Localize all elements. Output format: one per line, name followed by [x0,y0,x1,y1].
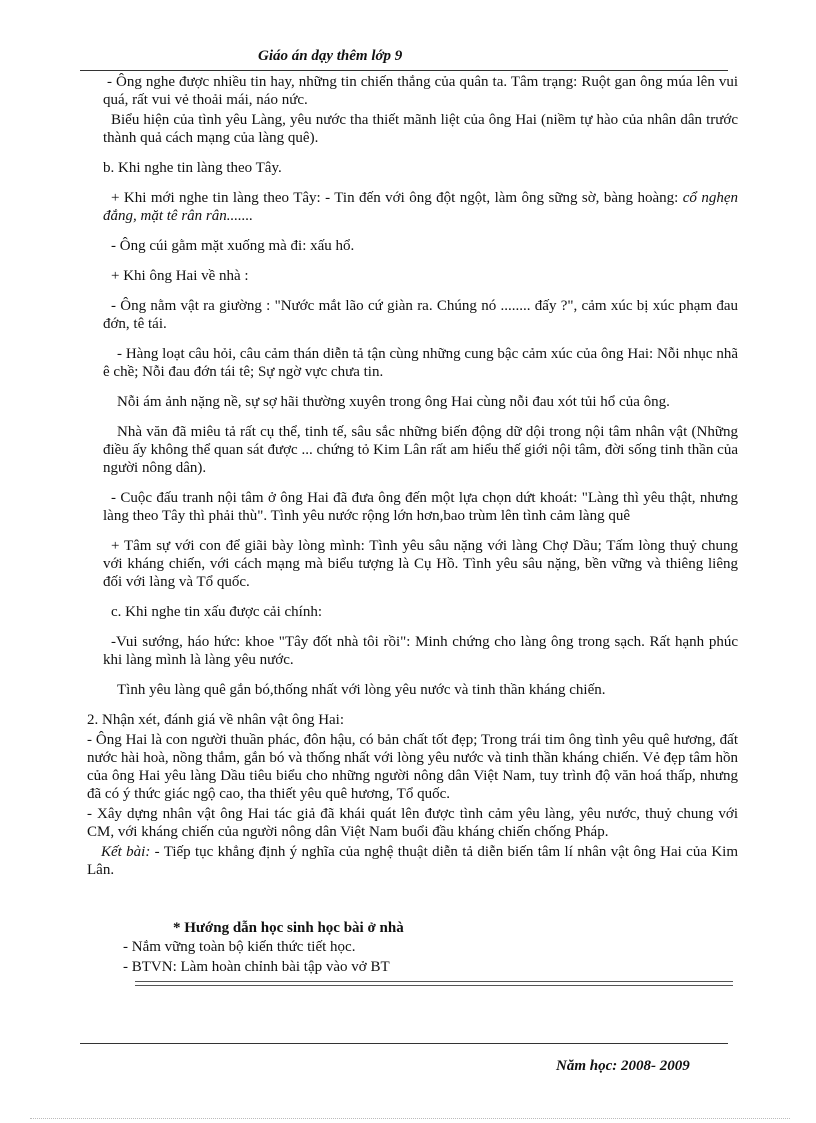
subheading-c: c. Khi nghe tin xấu được cải chính: [111,604,323,620]
homework-item: - BTVN: Làm hoàn chỉnh bài tập vào vở BT [123,959,390,975]
ket-bai [87,843,738,879]
paragraph: Nỗi ám ảnh nặng nề, sự sợ hãi thường xuyên trong ông Hai cùng nỗi đau xót tủi hổ của ông. [117,394,670,410]
paragraph: - Ông nghe được nhiều tin hay, những tin chiến thắng của quân ta. Tâm trạng: Ruột gan ông múa lên vui quá, rất vui vẻ thoải mái, náo nức. [103,74,738,108]
homework-heading: * Hướng dẫn học sinh học bài ở nhà [173,920,404,936]
section-2-heading: 2. Nhận xét, đánh giá về nhân vật ông Hai: [87,712,345,728]
paragraph: Tình yêu làng quê gắn bó,thống nhất với lòng yêu nước và tinh thần kháng chiến. [117,682,606,698]
paragraph [103,189,738,225]
page-bottom-dotted-line [30,1118,790,1119]
paragraph: + Khi ông Hai về nhà : [111,268,249,284]
paragraph: - Hàng loạt câu hỏi, câu cảm thán diễn tả tận cùng những cung bậc cảm xúc của ông Hai: Nỗi nhục nhã ê chề; Nỗi đau đớn tái tê; Sự ngờ vực chưa tin. [103,346,738,380]
paragraph: - Cuộc đấu tranh nội tâm ở ông Hai đã đưa ông đến một lựa chọn dứt khoát: "Làng thì yêu thật, nhưng làng theo Tây thì phải thù". Tình yêu nước rộng lớn hơn,bao trùm lên tình cảm làng quê [103,490,738,524]
italic-quote: cổ nghẹn đắng, mặt tê rân rân....... [103,190,739,224]
page-header-title: Giáo án dạy thêm lớp 9 [258,48,403,64]
double-rule [135,981,733,986]
paragraph: - Ông cúi gằm mặt xuống mà đi: xấu hổ. [111,238,355,254]
paragraph-text: + Khi mới nghe tin làng theo Tây: - Tin đến với ông đột ngột, làm ông sững sờ, bàng hoàng: [111,190,679,206]
document-body [87,73,739,986]
paragraph: Nhà văn đã miêu tả rất cụ thể, tinh tế, sâu sắc những biến động dữ dội trong nội tâm nhân vật (Những điều ấy không thể quan sát được ... chứng tỏ Kim Lân rất am hiểu thế giới nội tâm, đời sống tinh thần của người nông dân). [103,424,738,476]
homework-item: - Nắm vững toàn bộ kiến thức tiết học. [123,939,356,955]
section-2-item: - Ông Hai là con người thuần phác, đôn hậu, có bản chất tốt đẹp; Trong trái tim ông tình yêu quê hương, đất nước hài hoà, nồng thắm, gắn bó và thống nhất với lòng yêu nước và tinh thần kháng chiến. Vẻ đẹp tâm hồn của ông Hai yêu làng Dầu tiêu biểu cho những người nông dân Việt Nam, tuy trình độ văn hoá thấp, nhưng đã có ý thức giác ngộ cao, tha thiết yêu quê hương, Tổ quốc. [87,732,738,802]
ket-bai-text: - Tiếp tục khẳng định ý nghĩa của nghệ thuật diễn tả diễn biến tâm lí nhân vật ông Hai của Kim Lân. [87,844,738,878]
subheading-b: b. Khi nghe tin làng theo Tây. [103,160,282,176]
paragraph: Biểu hiện của tình yêu Làng, yêu nước tha thiết mãnh liệt của ông Hai (niềm tự hào của nhân dân trước thành quả cách mạng của làng quê). [103,112,738,146]
section-2-item: - Xây dựng nhân vật ông Hai tác giả đã khái quát lên được tình cảm yêu làng, yêu nước, thuỷ chung với CM, với kháng chiến của người nông dân Việt Nam buổi đầu kháng chiến chống Pháp. [87,806,738,840]
paragraph: -Vui sướng, háo hức: khoe "Tây đốt nhà tôi rồi": Minh chứng cho làng ông trong sạch. Rất hạnh phúc khi làng mình là làng yêu nước. [103,634,738,668]
footer-school-year: Năm học: 2008- 2009 [556,1058,690,1074]
header-rule [80,70,728,71]
footer-rule [80,1043,728,1044]
paragraph: - Ông nằm vật ra giường : "Nước mắt lão cứ giàn ra. Chúng nó ........ đấy ?", cảm xúc bị xúc phạm đau đớn, tê tái. [103,298,738,332]
section-2 [87,711,738,879]
ket-bai-label: Kết bài: [101,844,151,860]
paragraph: + Tâm sự với con để giãi bày lòng mình: Tình yêu sâu nặng với làng Chợ Dầu; Tấm lòng thuỷ chung với kháng chiến, với cách mạng mà biểu tượng là Cụ Hồ. Tình yêu sâu nặng, bền vững và thiêng liêng đối với làng và Tổ quốc. [103,538,738,590]
